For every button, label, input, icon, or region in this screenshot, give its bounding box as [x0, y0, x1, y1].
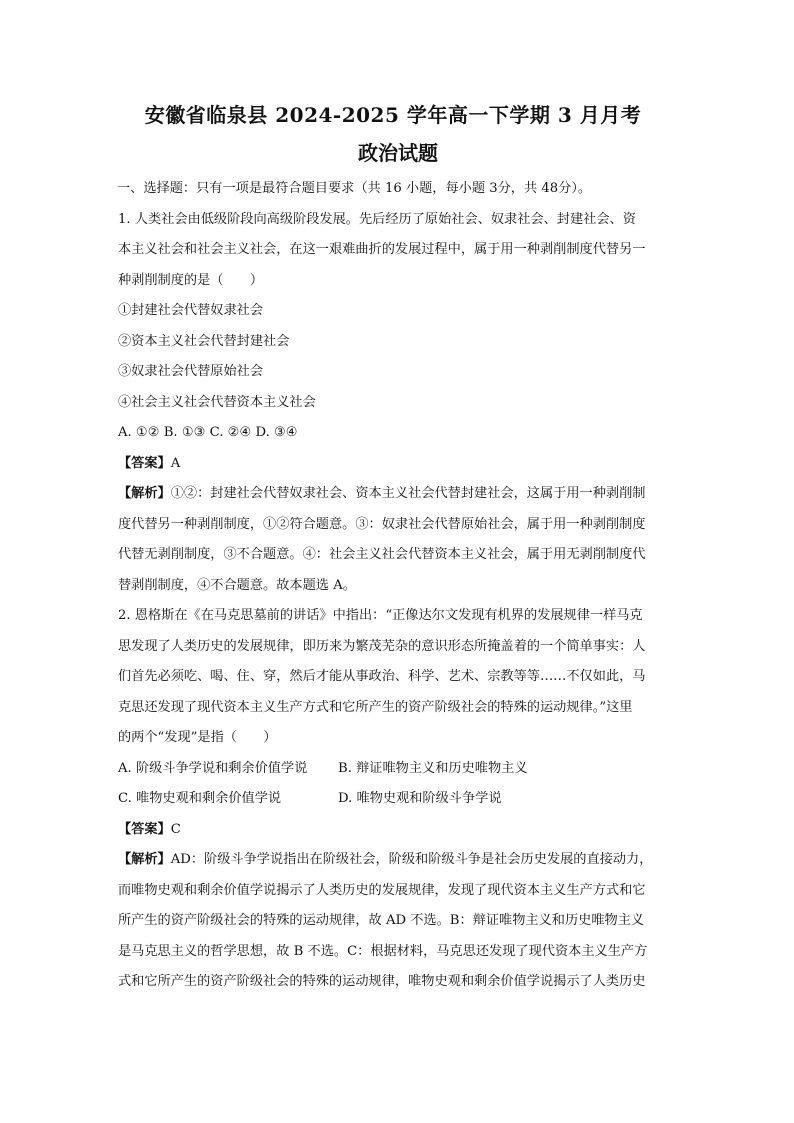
analysis-line: 代替无剥削制度，③不合题意。④：社会主义社会代替资本主义社会，属于用无剥削制度代 — [118, 547, 646, 562]
question-stem-line: 们首先必须吃、喝、住、穿，然后才能从事政治、科学、艺术、宗教等等……不仅如此，马 — [118, 669, 646, 684]
statement-option: ①封建社会代替奴隶社会 — [118, 303, 264, 318]
answer-choices: A. ①② B. ①③ C. ②④ D. ③④ — [118, 425, 298, 440]
answer-value: C — [170, 821, 181, 837]
options-row — [118, 784, 678, 815]
question-stem-line: 2. 恩格斯在《在马克思墓前的讲话》中指出：“正像达尔文发现有机界的发展规律一样马克 — [118, 608, 643, 623]
question-stem-line: 克思还发现了现代资本主义生产方式和它所产生的资产阶级社会的特殊的运动规律。”这里 — [118, 699, 633, 715]
question-stem-line: 的两个“发现”是指（ ） — [118, 730, 277, 745]
analysis-line: 替剥削制度，④不合题意。故本题选 A。 — [118, 577, 356, 593]
analysis-line: 式和它所产生的资产阶级社会的特殊的运动规律，唯物史观和剩余价值学说揭示了人类历史 — [118, 974, 646, 989]
analysis-tag: 【解析】 — [118, 852, 171, 867]
answer-tag: 【答案】 — [118, 455, 171, 471]
analysis-line — [118, 479, 678, 510]
analysis-line: 度代替另一种剥削制度，①②符合题意。③：奴隶社会代替原始社会，属于用一种剥削制度 — [118, 516, 646, 532]
options-row — [118, 754, 678, 785]
analysis-line: 是马克思主义的哲学思想，故 B 不选。C：根据材料，马克思还发现了现代资本主义生产方 — [118, 943, 648, 959]
analysis-text: ①②：封建社会代替奴隶社会、资本主义社会代替封建社会，这属于用一种剥削制 — [170, 486, 646, 501]
question-stem-line: 种剥削制度的是（ ） — [118, 272, 264, 288]
analysis-text: AD：阶级斗争学说指出在阶级社会，阶级和阶级斗争是社会历史发展的直接动力， — [170, 852, 653, 867]
statement-option: ②资本主义社会代替封建社会 — [118, 333, 290, 349]
question-2 — [118, 601, 678, 998]
analysis-line — [118, 845, 678, 876]
question-stem-line: 思发现了人类历史的发展规律，即历来为繁茂芜杂的意识形态所掩盖着的一个简单事实：人 — [118, 638, 646, 654]
question-1 — [118, 205, 678, 602]
document-title: 安徽省临泉县 2024-2025 学年高一下学期 3 月月考 — [144, 103, 642, 127]
document-body — [118, 98, 678, 998]
question-stem-line: 本主义社会和社会主义社会，在这一艰难曲折的发展过程中，属于用一种剥削制度代替另一 — [118, 242, 646, 257]
option-a: A. 阶级斗争学说和剩余价值学说 — [118, 760, 308, 776]
analysis-tag: 【解析】 — [118, 486, 171, 501]
section-heading: 一、选择题：只有一项是最符合题目要求（共 16 小题，每小题 3分，共 48分）。 — [117, 181, 592, 196]
option-b: B. 辩证唯物主义和历史唯物主义 — [338, 760, 528, 776]
statement-option: ③奴隶社会代替原始社会 — [118, 364, 264, 379]
answer-line — [118, 449, 678, 480]
question-stem-line: 1. 人类社会由低级阶段向高级阶段发展。先后经历了原始社会、奴隶社会、封建社会、资 — [118, 211, 636, 227]
answer-line — [118, 815, 678, 846]
analysis-line: 而唯物史观和剩余价值学说揭示了人类历史的发展规律，发现了现代资本主义生产方式和它 — [118, 882, 646, 898]
statement-option: ④社会主义社会代替资本主义社会 — [118, 394, 316, 410]
answer-tag: 【答案】 — [118, 821, 171, 837]
option-c: C. 唯物史观和剩余价值学说 — [118, 791, 282, 806]
analysis-line: 所产生的资产阶级社会的特殊的运动规律，故 AD 不选。B：辩证唯物主义和历史唯物主义 — [118, 913, 645, 928]
document-subtitle: 政治试题 — [358, 141, 438, 165]
answer-value: A — [170, 455, 181, 471]
option-d: D. 唯物史观和阶级斗争学说 — [338, 791, 502, 806]
